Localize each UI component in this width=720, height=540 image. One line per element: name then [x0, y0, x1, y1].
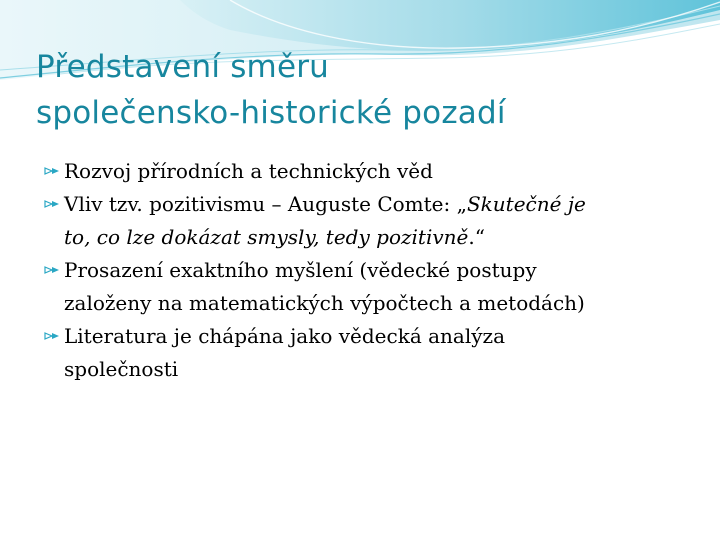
bullet-text — [64, 188, 684, 221]
bullet-text-quote: to, co lze dokázat smysly, tedy pozitivně — [64, 225, 469, 249]
bullet-item — [44, 188, 684, 254]
bullet-item — [44, 254, 684, 320]
bullet-text-part: .“ — [468, 225, 485, 249]
bullet-text-part: Vliv tzv. pozitivismu – Auguste Comte: „ — [64, 192, 467, 216]
bullet-text-continuation: společnosti — [64, 357, 179, 381]
bullet-list — [44, 155, 684, 386]
bullet-arrow-icon — [44, 264, 60, 276]
bullet-text: Rozvoj přírodních a technických věd — [64, 159, 433, 183]
bullet-text: Literatura je chápána jako vědecká analýza — [64, 324, 505, 348]
bullet-arrow-icon — [44, 198, 60, 210]
bullet-text-continuation: založeny na matematických výpočtech a metodách) — [64, 291, 585, 315]
bullet-arrow-icon — [44, 330, 60, 342]
slide-title-line2: společensko-historické pozadí — [36, 95, 506, 131]
slide-title — [36, 44, 696, 136]
slide-title-line1: Představení směru — [36, 49, 330, 85]
bullet-text: Prosazení exaktního myšlení (vědecké postupy — [64, 258, 537, 282]
bullet-item — [44, 320, 684, 386]
bullet-arrow-icon — [44, 165, 60, 177]
bullet-text-quote: Skutečné je — [466, 192, 586, 216]
bullet-item — [44, 155, 684, 188]
bullet-text-continuation — [64, 221, 684, 254]
